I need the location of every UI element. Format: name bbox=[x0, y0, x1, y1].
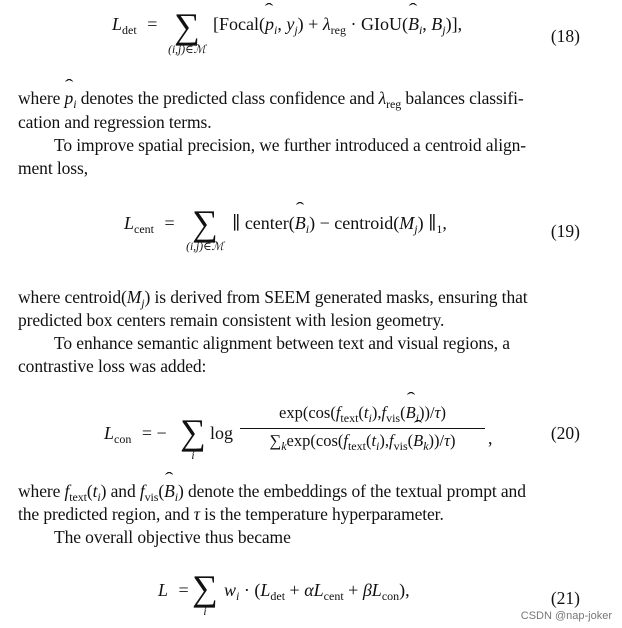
eq20-sum bbox=[178, 414, 208, 462]
eq19-center: ∥ center( bbox=[232, 213, 295, 233]
eq20-num-t: t bbox=[363, 403, 369, 422]
eq20-equals: = − bbox=[141, 423, 167, 443]
eq19-number: (19) bbox=[550, 221, 580, 241]
para1-text-b: denotes the predicted class confidence and bbox=[76, 88, 379, 108]
eq18-sum bbox=[164, 8, 210, 56]
para5-line2-a: the predicted region, and bbox=[18, 504, 194, 524]
eq18-close1: ) + bbox=[297, 14, 323, 34]
eq18-lambda: λ bbox=[322, 14, 331, 34]
equation-19 bbox=[124, 213, 175, 237]
para3-text-b: ) is derived from SEEM generated masks, ensuring that bbox=[144, 287, 528, 307]
eq20-num-f: f bbox=[335, 403, 341, 422]
eq21-L1: L bbox=[260, 580, 271, 600]
eq20-den-k: k bbox=[281, 439, 287, 453]
eq20-num-c: ), bbox=[371, 403, 382, 422]
eq18-B2-sub: j bbox=[442, 23, 446, 37]
eq20-comma: , bbox=[488, 428, 493, 448]
para4-line2: contrastive loss was added: bbox=[18, 356, 207, 376]
eq19-M: M bbox=[399, 213, 415, 233]
para3-M: M bbox=[126, 287, 142, 307]
eq20-den-d: ( bbox=[407, 431, 414, 450]
eq21-L1-sub: det bbox=[270, 589, 286, 603]
eq21-w: w bbox=[224, 580, 237, 600]
para5-Bsub: i bbox=[174, 490, 178, 504]
eq20-den-b: ( bbox=[365, 431, 372, 450]
eq20-lhs-sub: con bbox=[114, 432, 132, 446]
eq20-den-t: t bbox=[371, 431, 377, 450]
eq18-sum-sub: (i,j)∈ℳ bbox=[168, 44, 206, 56]
para5-text-b: ( bbox=[86, 481, 93, 501]
eq19-lhs: L bbox=[124, 213, 135, 233]
equation-18 bbox=[112, 14, 157, 38]
eq19-B-sub: i bbox=[305, 222, 310, 236]
eq21-L2-sub: cent bbox=[323, 589, 344, 603]
para1-p: ˆ p bbox=[65, 87, 74, 110]
para5-tsub: i bbox=[97, 490, 101, 504]
eq21-plus2: + bbox=[343, 580, 363, 600]
eq20-number: (20) bbox=[550, 423, 580, 443]
eq19-body bbox=[232, 213, 447, 237]
sum-sign: ∑ bbox=[192, 568, 218, 608]
eq20-num-fsub: text bbox=[340, 411, 359, 425]
eq18-lhs-sub: det bbox=[122, 23, 137, 37]
eq20-num-f2: f bbox=[381, 403, 387, 422]
eq20-den-a: exp(cos( bbox=[286, 431, 344, 450]
eq18-focal: [Focal( bbox=[213, 14, 265, 34]
eq20-num-end: ) bbox=[440, 403, 446, 422]
eq20-den-fsub: text bbox=[347, 439, 366, 453]
eq21-close: ), bbox=[399, 580, 410, 600]
eq18-y: y bbox=[286, 14, 295, 34]
eq20-num-Bsub: i bbox=[415, 411, 420, 425]
eq20-num-a: exp(cos( bbox=[279, 403, 336, 422]
sum-sign: ∑ bbox=[192, 203, 218, 243]
eq20-den-B: ˆ B bbox=[413, 431, 423, 451]
para5-tau: τ bbox=[193, 504, 200, 524]
eq20-den-e: ))/ bbox=[428, 431, 445, 450]
eq20-num-e: ))/ bbox=[419, 403, 435, 422]
equation-20 bbox=[104, 423, 167, 447]
eq19-norm-sub: 1 bbox=[436, 222, 443, 236]
eq20-num-tsub: i bbox=[368, 411, 372, 425]
eq18-lhs: L bbox=[112, 14, 123, 34]
eq20-num-B: ˆ B bbox=[406, 403, 416, 423]
para5-line2 bbox=[18, 503, 444, 526]
eq20-log: log bbox=[210, 423, 234, 443]
para1-lambda-sub: reg bbox=[386, 97, 402, 111]
eq19-centroid: ) − centroid( bbox=[309, 213, 400, 233]
eq20-fraction bbox=[240, 403, 485, 454]
eq21-sum-sub: i bbox=[203, 606, 207, 618]
eq18-p-sub: i bbox=[273, 23, 278, 37]
para5-line2-b: is the temperature hyperparameter. bbox=[199, 504, 444, 524]
eq19-comma: , bbox=[442, 213, 447, 233]
eq20-den-end: ) bbox=[450, 431, 456, 450]
eq18-number: (18) bbox=[550, 26, 580, 46]
eq18-body bbox=[213, 14, 462, 38]
eq19-M-sub: j bbox=[414, 222, 418, 236]
para3-line2: predicted box centers remain consistent with lesion geometry. bbox=[18, 310, 445, 330]
para1-line2: cation and regression terms. bbox=[18, 112, 212, 132]
para2-line1: To improve spatial precision, we further introduced a centroid align- bbox=[54, 135, 526, 155]
para2-line2: ment loss, bbox=[18, 158, 88, 178]
eq20-num-b: ( bbox=[358, 403, 364, 422]
para1-text-a: where bbox=[18, 88, 65, 108]
sum-sign: ∑ bbox=[180, 412, 206, 452]
eq21-L2: L bbox=[313, 580, 324, 600]
eq20-num-d: ( bbox=[400, 403, 406, 422]
eq20-sum-sub: i bbox=[191, 450, 195, 462]
eq21-L3: L bbox=[371, 580, 382, 600]
fraction-bar bbox=[240, 428, 485, 429]
para5-B: ˆ B bbox=[164, 480, 175, 503]
para5-t: t bbox=[92, 481, 98, 501]
eq20-den-f2: f bbox=[389, 431, 394, 450]
eq18-p: ˆ p bbox=[265, 14, 274, 35]
eq20-den-c: ), bbox=[379, 431, 390, 450]
para5-fsub: text bbox=[69, 490, 87, 504]
eq18-comma2: , bbox=[422, 14, 432, 34]
eq20-num-tau: τ bbox=[434, 403, 441, 422]
eq20-lhs: L bbox=[104, 423, 115, 443]
para3-text-a: where centroid( bbox=[18, 287, 127, 307]
para5-text-d: ( bbox=[158, 481, 165, 501]
eq20-den-f: f bbox=[343, 431, 348, 450]
eq21-sum bbox=[190, 570, 220, 618]
eq21-plus1: + bbox=[285, 580, 305, 600]
eq18-equals: = bbox=[147, 14, 158, 34]
eq18-B-sub: i bbox=[418, 23, 423, 37]
eq18-comma1: , bbox=[277, 14, 287, 34]
eq21-body-a: · ( bbox=[239, 580, 261, 600]
watermark: CSDN @nap-joker bbox=[520, 610, 612, 622]
eq21-lhs: L bbox=[158, 580, 169, 600]
para5-text-a: where bbox=[18, 481, 65, 501]
eq19-lhs-sub: cent bbox=[134, 222, 155, 236]
eq19-sum bbox=[182, 205, 228, 253]
para5-f2sub: vis bbox=[144, 490, 159, 504]
eq21-body bbox=[224, 580, 410, 604]
eq20-num-f2sub: vis bbox=[386, 411, 401, 425]
eq18-y-sub: j bbox=[294, 23, 298, 37]
para4-line1: To enhance semantic alignment between text and visual regions, a bbox=[54, 333, 510, 353]
eq20-den-tsub: i bbox=[376, 439, 380, 453]
eq18-lambda-sub: reg bbox=[330, 23, 346, 37]
para5-text-e: ) denote the embeddings of the textual prompt and bbox=[177, 481, 526, 501]
eq20-den-tau: τ bbox=[444, 431, 451, 450]
eq21-beta: β bbox=[362, 580, 372, 600]
eq20-den-f2sub: vis bbox=[393, 439, 408, 453]
eq19-equals: = bbox=[164, 213, 175, 233]
eq18-B: ˆ B bbox=[408, 14, 419, 35]
eq20-numerator bbox=[240, 403, 485, 426]
para5-f: f bbox=[64, 481, 70, 501]
eq20-den-Bsub: k bbox=[423, 439, 429, 453]
eq20-den-sum: ∑ bbox=[269, 431, 282, 450]
eq18-giou: · GIoU( bbox=[345, 14, 408, 34]
eq19-norm: ) ∥ bbox=[417, 213, 437, 233]
para3-M-sub: j bbox=[141, 296, 145, 310]
para1-lambda: λ bbox=[378, 88, 387, 108]
para1-p-sub: i bbox=[73, 97, 77, 111]
eq18-close2: )], bbox=[445, 14, 463, 34]
para5-text-c: ) and bbox=[100, 481, 140, 501]
eq21-L3-sub: con bbox=[381, 589, 400, 603]
eq21-alpha: α bbox=[304, 580, 314, 600]
eq20-denominator bbox=[240, 431, 485, 454]
eq19-B: ˆ B bbox=[295, 213, 306, 234]
eq21-number: (21) bbox=[550, 588, 580, 608]
para5-f2: f bbox=[139, 481, 145, 501]
eq18-B2: B bbox=[431, 14, 443, 34]
sum-sign: ∑ bbox=[174, 6, 200, 46]
eq19-sum-sub: (i,j)∈ℳ bbox=[186, 241, 224, 253]
para1-text-c: balances classifi- bbox=[401, 88, 524, 108]
equation-21 bbox=[158, 580, 189, 601]
eq21-w-sub: i bbox=[236, 589, 240, 603]
eq21-equals: = bbox=[178, 580, 189, 600]
para6-line1: The overall objective thus became bbox=[54, 527, 291, 547]
